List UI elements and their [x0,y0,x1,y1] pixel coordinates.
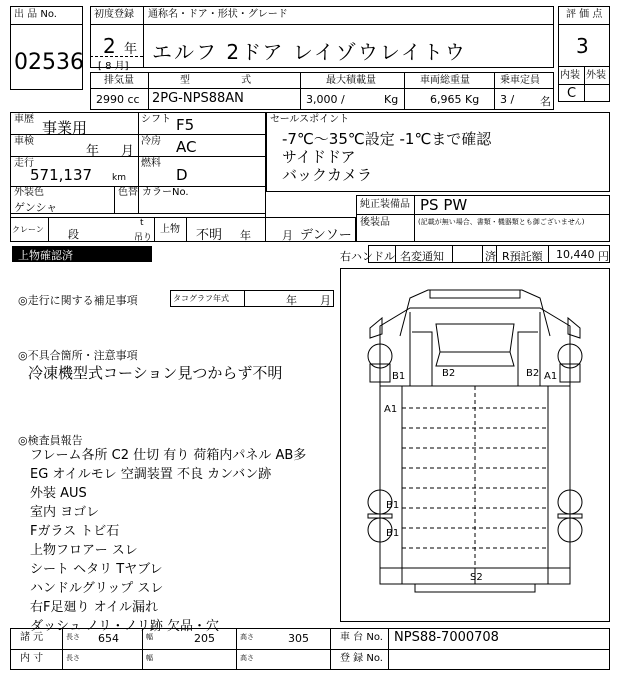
inspector-label: ◎検査員報告 [18,434,83,447]
mark-b1-front-left: B1 [392,371,406,382]
capacity: 3 / [500,93,515,106]
capacity-unit: 名 [540,95,551,108]
score: 3 [576,34,589,58]
lot-no-label: 出 品 No. [14,9,57,20]
sales-point-2: サイドドア [282,148,356,166]
inspection-month: 月 [121,144,135,159]
capacity-label: 乗車定員 [500,75,540,86]
inspection-label: 車検 [14,136,34,147]
body-month: 月 [282,229,293,242]
score-label: 評 価 点 [566,9,603,20]
mark-b2-front-right: B2 [526,368,540,379]
inspector-line-7: シート ヘタリ Tヤブレ [30,562,163,577]
color-no-label: カラーNo. [142,187,189,198]
exterior-label: 外装 [586,70,606,81]
crane-t: t [140,218,144,228]
height: 305 [288,632,309,645]
mark-b1-rear-2: B1 [386,528,400,539]
shift: F5 [176,116,195,134]
fuel-label: 燃料 [141,158,161,169]
body-maker: デンソー [300,228,352,243]
mark-b2-front: B2 [442,368,456,379]
inspector-line-10: ダッシュ ノリ・ノリ跡 欠品・穴 [30,619,219,634]
in-length-label: 長さ [66,654,80,662]
inspector-line-5: Fガラス トビ石 [30,524,120,539]
body-check-banner [12,246,152,262]
sales-point-1: -7℃～35℃設定 -1℃まで確認 [282,130,492,148]
interior-label: 内装 [560,70,580,81]
interior-dims-label: 内 寸 [20,653,44,664]
interior-grade: C [567,86,577,101]
first-reg-label: 初度登録 [94,9,134,20]
max-load-unit: Kg [384,93,399,106]
history: 事業用 [42,119,88,137]
ac-label: 冷房 [141,136,161,147]
mileage-label: 走行 [14,158,34,169]
shift-label: シフト [141,114,171,125]
equipment-label: 純正装備品 [360,199,410,210]
driving-label: ◎走行に関する補足事項 [18,294,138,307]
truck-diagram [340,268,610,622]
name-change-label: 名変通知 [400,250,444,263]
history-label: 車歴 [14,114,34,125]
width: 205 [194,632,215,645]
inspector-line-1: フレーム各所 C2 仕切 有り 荷箱内パネル AB多 [30,448,307,463]
displacement-label: 排気量 [104,75,134,86]
mileage-unit: km [112,173,126,183]
crane-tsuri: 吊り [134,233,153,243]
aftermarket-label: 後装品 [360,217,390,228]
body-year: 年 [240,229,251,242]
body-label: 上物 [160,224,180,235]
in-height-label: 高さ [240,654,254,662]
gross-weight-label: 車両総重量 [420,75,470,86]
model-name: エルフ 2ドア レイゾウレイトウ [152,40,467,64]
mileage: 571,137 [30,166,93,184]
defect-text: 冷凍機型式コーション見つからず不明 [28,364,283,382]
tacho-year: 年 [286,294,297,307]
dims-label: 諸 元 [20,632,44,643]
color-change-label: 色替 [118,187,138,198]
defect-label: ◎不具合箇所・注意事項 [18,349,138,362]
height-label: 高さ [240,633,254,641]
length-label: 長さ [66,633,80,641]
body-check-text: 上物確認済 [18,249,73,262]
sales-point-3: バックカメラ [282,166,373,184]
tacho-label: タコグラフ年式 [173,294,229,303]
mark-b1-rear-1: B1 [386,500,400,511]
fuel: D [176,166,188,184]
mark-a1-front-right: A1 [544,371,558,382]
recycle-mark: 済 [485,250,496,263]
equipment-value: PS PW [420,196,468,214]
sales-points-label: セールスポイント [270,114,350,125]
length: 654 [98,632,119,645]
mark-a1-side: A1 [384,404,398,415]
recycle-amount: 10,440 [556,248,595,261]
lot-no: 02536 [14,50,84,75]
in-width-label: 幅 [146,654,153,662]
crane-label: クレーン [12,225,44,234]
inspector-line-8: ハンドルグリップ スレ [30,581,164,596]
body-unknown: 不明 [196,228,223,243]
chassis-label: 車 台 No. [340,632,383,643]
color: ゲンシャ [14,201,58,214]
color-label: 外装色 [14,187,44,198]
type-label: 型 式 [180,75,276,86]
mark-s2-rear: S2 [470,572,483,583]
inspector-line-2: EG オイルモレ 空調装置 不良 カンバン跡 [30,467,272,482]
ac: AC [176,138,197,156]
gross-weight: 6,965 Kg [430,93,480,106]
inspector-line-3: 外装 AUS [30,486,87,501]
reg-year: 2 [103,34,116,58]
aftermarket-note: (記載が無い場合、書類・機器類とも御ございません) [418,218,585,226]
tacho-month: 月 [320,294,331,307]
displacement: 2990 cc [96,93,140,106]
reg-month: [ 8 月] [98,61,129,72]
handle: 右ハンドル [340,250,395,263]
inspection-year: 年 [86,144,100,159]
model-label: 通称名・ドア・形状・グレード [148,9,288,20]
width-label: 幅 [146,633,153,641]
reg-no-label: 登 録 No. [340,653,383,664]
crane-dan: 段 [68,228,79,241]
type: 2PG-NPS88AN [152,91,244,106]
recycle-label: R預託額 [502,250,543,263]
inspector-line-9: 右F足廻り オイル漏れ [30,600,158,615]
inspector-line-6: 上物フロアー スレ [30,543,138,558]
inspector-line-4: 室内 ヨゴレ [30,505,100,520]
max-load-label: 最大積載量 [326,75,376,86]
reg-year-unit: 年 [124,42,138,57]
recycle-unit: 円 [598,250,609,263]
chassis: NPS88-7000708 [394,630,499,645]
max-load: 3,000 / [306,93,345,106]
